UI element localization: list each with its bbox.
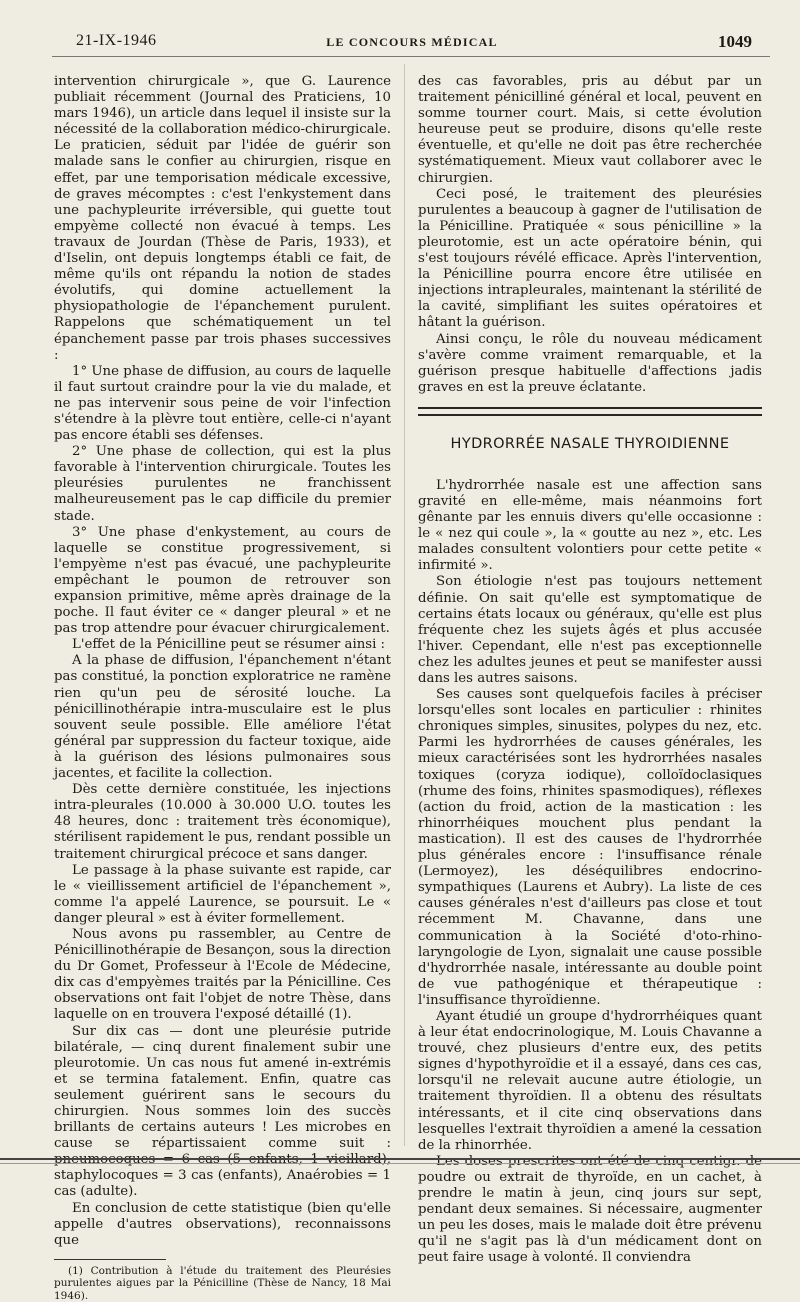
paragraph: Nous avons pu rassembler, au Centre de Pénicillinothérapie de Besançon, sous la direction du Dr Gomet, Professeur à l'Ecole de Médecine, dix cas d'empyèmes traités par la Pénicilline. Ces observations ont fait l'objet de notre Thèse, dans laquelle on en trouvera l'exposé détaillé (1).: [54, 926, 391, 1023]
paragraph: Dès cette dernière constituée, les injections intra-pleurales (10.000 à 30.000 U.O. toutes les 48 heures, donc : traitement très économique), stérilisent rapidement le pus, rendant possible un traitement chirurgical précoce et sans danger.: [54, 782, 391, 862]
right-column: [418, 74, 762, 1266]
paragraph: 2° Une phase de collection, qui est la plus favorable à l'intervention chirurgicale. Toutes les pleurésies purulentes ne franchissent malheureusement pas le cap difficile du premier stade.: [54, 444, 391, 524]
section-title: HYDRORRÉE NASALE THYROIDIENNE: [450, 435, 730, 452]
footnote-divider: [54, 1259, 166, 1260]
footnote: (1) Contribution à l'étude du traitement des Pleurésies purulentes aigues par la Pénicilline (Thèse de Nancy, 18 Mai 1946).: [54, 1264, 391, 1302]
left-column: [54, 74, 391, 1302]
page-bottom-rule: [0, 1158, 800, 1160]
paragraph: Ainsi conçu, le rôle du nouveau médicament s'avère comme vraiment remarquable, et la guérison presque habituelle d'affections jadis graves en est la preuve éclatante.: [418, 331, 762, 395]
paragraph: Le passage à la phase suivante est rapide, car le « vieillissement artificiel de l'épanchement », comme l'a appelé Laurence, se poursuit. Le « danger pleural » est à éviter formellement.: [54, 862, 391, 926]
paragraph: des cas favorables, pris au début par un traitement pénicilliné général et local, peuvent en somme tourner court. Mais, si cette évolution heureuse peut se produire, disons qu'elle reste éventuelle, et qu'elle ne doit pas être recherchée systématiquement. Mieux vaut collaborer avec le chirurgien.: [418, 74, 762, 186]
paragraph: Ses causes sont quelquefois faciles à préciser lorsqu'elles sont locales en particulier : rhinites chroniques simples, sinusites, polypes du nez, etc. Parmi les hydrorrhées de causes générales, les mieux caractérisées sont les hydrorrhées nasales toxiques (coryza iodique), colloïdoclasiques (rhume des foins, rhinites spasmodiques), réflexes (action du froid, action de la mastication : les rhinorrhéiques mouchent plus pendant la mastication). Il est des causes de l'hydrorrhée plus générales encore : l'insuffisance rénale (Lermoyez), les déséquilibres endocrino-sympathiques (Laurens et Aubry). La liste de ces causes générales n'est d'ailleurs pas close et tout récemment M. Chavanne, dans une communication à la Société d'oto-rhino-laryngologie de Lyon, signalait une cause possible d'hydrorrhée nasale, intéressante au double point de vue pathogénique et thérapeutique : l'insuffisance thyroïdienne.: [418, 687, 762, 1008]
journal-title: LE CONCOURS MÉDICAL: [326, 35, 498, 49]
section-divider: [418, 407, 762, 416]
paragraph: 1° Une phase de diffusion, au cours de laquelle il faut surtout craindre pour la vie du malade, et ne pas intervenir sous peine de voir l'infection s'étendre à la plèvre tout entière, celle-ci n'ayant pas encore établi ses défenses.: [54, 363, 391, 444]
page-number: 1049: [718, 32, 752, 51]
paragraph: Ceci posé, le traitement des pleurésies purulentes a beaucoup à gagner de l'utilisation de la Pénicilline. Pratiquée « sous pénicilline » la pleurotomie, est un acte opératoire bénin, qui s'est toujours révélé efficace. Après l'intervention, la Pénicilline pourra encore être utilisée en injections intrapleurales, maintenant la stérilité de la cavité, simplifiant les suites opératoires et hâtant la guérison.: [418, 186, 762, 331]
paragraph: intervention chirurgicale », que G. Laurence publiait récemment (Journal des Praticiens, 10 mars 1946), un article dans lequel il insiste sur la nécessité de la collaboration médico-chirurgicale. Le praticien, séduit par l'idée de guérir son malade sans le confier au chirurgien, risque en effet, par une temporisation médicale excessive, de graves mécomptes : c'est l'enkystement dans une pachypleurite irréversible, qui guette tout empyème collecté non évacué à temps. Les travaux de Jourdan (Thèse de Paris, 1933), et d'Iselin, ont depuis longtemps établi ce fait, de même qu'ils ont répandu la notion de stades évolutifs, qui domine actuellement la physiopathologie de l'épanchement purulent. Rappelons que schématiquement un tel épanchement passe par trois phases successives :: [54, 74, 391, 363]
issue-date: 21-IX-1946: [76, 32, 157, 49]
paragraph: En conclusion de cette statistique (bien qu'elle appelle d'autres observations), reconnaissons que: [54, 1200, 391, 1248]
column-divider: [404, 64, 405, 1146]
paragraph: L'hydrorrhée nasale est une affection sans gravité en elle-même, mais néanmoins fort gênante par les ennuis divers qu'elle occasionne : le « nez qui coule », la « goutte au nez », etc. Les malades consultent volontiers pour cette petite « infirmité ».: [418, 477, 762, 574]
page-bottom-rule-thin: [0, 1163, 800, 1164]
paragraph: Son étiologie n'est pas toujours nettement définie. On sait qu'elle est symptomatique de certains états locaux ou généraux, qu'elle est plus fréquente chez les sujets âgés et plus accusée l'hiver. Cependant, elle n'est pas exceptionnelle chez les adultes jeunes et peut se manifester aussi dans les autres saisons.: [418, 574, 762, 686]
paragraph: A la phase de diffusion, l'épanchement n'étant pas constitué, la ponction exploratrice ne ramène rien qu'un peu de sérosité louche. La pénicillinothérapie intra-musculaire est le plus souvent seule possible. Elle améliore l'état général par suppression du facteur toxique, aide à la guérison des lésions pulmonaires sous jacentes, et facilite la collection.: [54, 653, 391, 782]
paragraph: 3° Une phase d'enkystement, au cours de laquelle se constitue progressivement, si l'empyème n'est pas évacué, une pachypleurite empêchant le poumon de retrouver son expansion primitive, même après drainage de la poche. Il faut éviter ce « danger pleural » et ne pas trop attendre pour évacuer chirurgicalement.: [54, 524, 391, 637]
paragraph: Ayant étudié un groupe d'hydrorrhéiques quant à leur état endocrinologique, M. Louis Chavanne a trouvé, chez plusieurs d'entre eux, des petits signes d'hypothyroïdie et il a essayé, dans ces cas, lorsqu'il ne relevait aucune autre étiologie, un traitement thyroïdien. Il a obtenu des résultats intéressants, et il cite cinq observations dans lesquelles l'extrait thyroïdien a amené la cessation de la rhinorrhée.: [418, 1008, 762, 1153]
paragraph: Sur dix cas — dont une pleurésie putride bilatérale, — cinq durent finalement subir une pleurotomie. Un cas nous fut amené in-extrémis et se termina fatalement. Enfin, quatre cas seulement guérirent sans le secours du chirurgien. Nous sommes loin des succès brillants de certains auteurs ! Les microbes en cause se répartissaient comme suit : pneumocoques = 6 cas (5 enfants, 1 vieillard), staphylocoques = 3 cas (enfants), Anaérobies = 1 cas (adulte).: [54, 1023, 391, 1200]
page-header: [60, 30, 764, 54]
paragraph: L'effet de la Pénicilline peut se résumer ainsi :: [72, 637, 386, 653]
header-divider: [52, 56, 770, 57]
paragraph: Les doses prescrites ont été de cinq centigr. de poudre ou extrait de thyroïde, en un cachet, à prendre le matin à jeun, cinq jours sur sept, pendant deux semaines. Si nécessaire, augmenter un peu les doses, mais le malade doit être prévenu qu'il ne s'agit pas là d'un médicament dont on peut faire usage à volonté. Il conviendra: [418, 1153, 762, 1266]
